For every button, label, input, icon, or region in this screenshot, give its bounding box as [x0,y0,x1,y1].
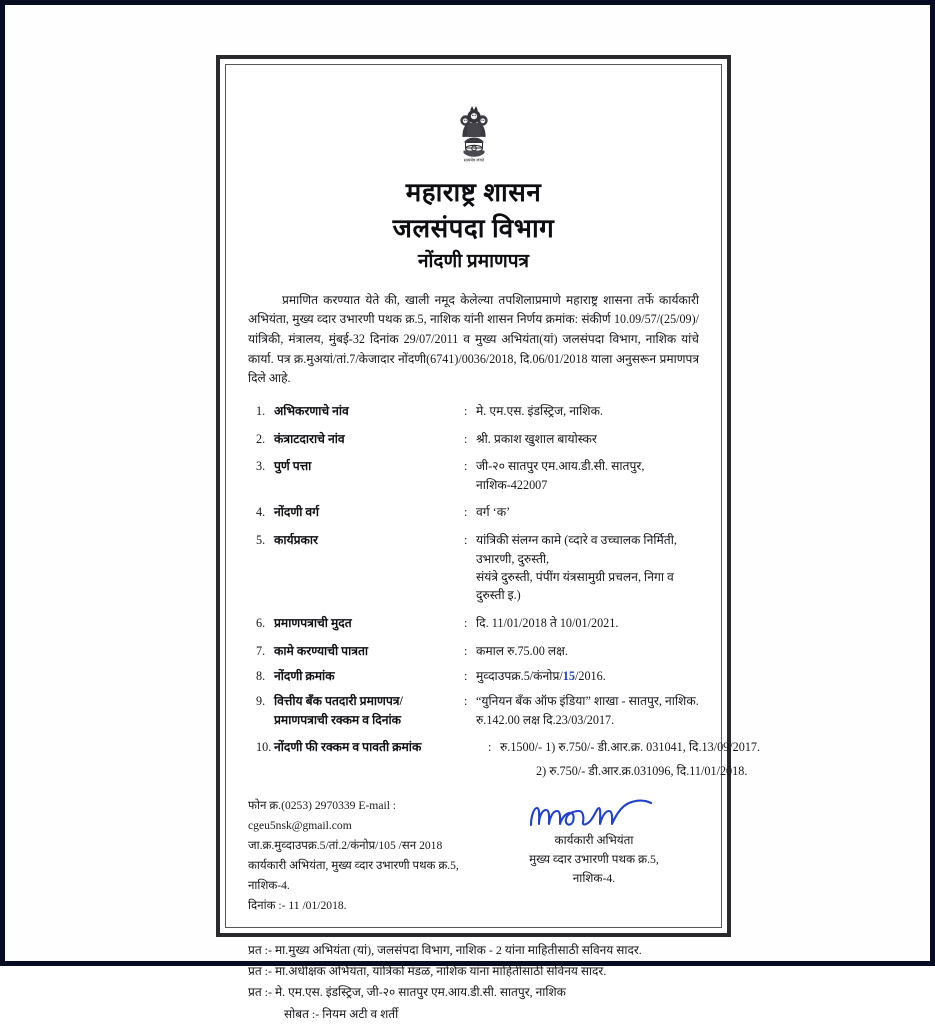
detail-value: वर्ग ‘क’ [476,505,511,520]
footer-outward-no: जा.क्र.मुव्दाउपक्र.5/तां.2/कंनोप्र/105 /सन 2018 [248,838,443,852]
detail-label: कार्यप्रकार [274,533,319,548]
distribution-item: प्रत :- मा.अधीक्षक अभियंता, यांत्रिको मंडळ, नाशिक यांना माहितीसाठी सविनय सादर. [248,964,607,979]
detail-colon: : [464,431,468,446]
detail-number: 4. [256,505,266,520]
heading-department: जलसंपदा विभाग [392,213,555,243]
detail-colon: : [464,615,468,630]
detail-number: 10. [256,740,272,755]
detail-value: दि. 11/01/2018 ते 10/01/2021. [476,615,619,630]
certificate-border-outer [216,55,761,1021]
detail-colon: : [464,403,468,418]
heading-certificate: नोंदणी प्रमाणपत्र [417,251,530,273]
detail-colon: : [464,669,468,684]
detail-label-line1: वित्तीय बँक पतदारी प्रमाणपत्र/ [274,694,403,709]
detail-value-line1: “युनियन बँक ऑफ इंडिया” शाखा - सातपुर, नाशिक. [476,694,699,709]
details-list [248,402,761,780]
footer-date: दिनांक :- 11 /01/2018. [248,898,347,912]
detail-value-line2: 2) रु.750/- डी.आर.क्र.031096, दि.11/01/2018. [536,763,748,778]
detail-value-line2: संयंत्रे दुरुस्ती, पंपींग यंत्रसामुग्री प्रचलन, निगा व दुरुस्ती इ.) [476,569,674,603]
distribution-item: प्रत :- मे. एम.एस. इंडस्ट्रिज, जी-२० सातपुर एम.आय.डी.सी. सातपुर, नाशिक [248,985,566,1000]
detail-colon: : [464,459,468,474]
distribution-list [248,940,699,1025]
emblem-motto: सत्यमेव जयते [463,157,484,163]
detail-number: 1. [256,403,266,418]
detail-number: 3. [256,459,266,474]
detail-row-6 [248,614,699,632]
footer-block [248,796,699,916]
registration-no-suffix: /2016. [574,669,606,684]
detail-number: 8. [256,669,266,684]
registration-no-handwritten: 15 [562,669,575,684]
detail-label: नोंदणी वर्ग [274,505,320,520]
footer-phone-email: फोन क्र.(0253) 2970339 E-mail : cgeu5nsk@gmail.com [248,799,397,832]
detail-number: 5. [256,533,266,548]
detail-colon: : [464,694,468,709]
emblem-container [248,79,699,167]
heading-government: महाराष्ट्र शासन [405,178,542,207]
detail-number: 9. [256,694,266,709]
detail-value: जी-२० सातपुर एम.आय.डी.सी. सातपुर, नाशिक-422007 [476,459,645,492]
signatory-designation-1: कार्यकारी अभियंता [554,833,634,848]
heading-block [248,177,699,276]
detail-value-line1: रु.1500/- 1) रु.750/- डी.आर.क्र. 031041, दि.13/09/2017. [500,740,761,755]
signatory-designation-3: नाशिक-4. [572,870,616,885]
detail-value [476,692,699,729]
detail-colon: : [464,643,468,658]
detail-label: पुर्ण पत्ता [274,459,312,474]
detail-row-5 [248,531,699,604]
detail-row-9 [248,692,699,729]
detail-row-4 [248,503,699,521]
detail-row-2 [248,430,699,448]
detail-row-3 [248,457,699,494]
distribution-item: प्रत :- मा.मुख्य अभियंता (यां), जलसंपदा विभाग, नाशिक - 2 यांना माहितीसाठी सविनय सादर. [248,942,642,957]
detail-row-8 [248,667,699,685]
detail-label: प्रमाणपत्राची मुदत [274,615,352,630]
detail-number: 6. [256,615,266,630]
detail-row-10 [248,738,761,780]
detail-colon: : [464,533,468,548]
detail-value [476,531,699,604]
footer-office-details [248,796,489,916]
detail-label: नोंदणी क्रमांक [274,669,335,684]
detail-number: 7. [256,643,266,658]
detail-colon: : [464,505,468,520]
detail-label: कामे करण्याची पात्रता [274,643,369,658]
attachment-note: सोबत :- नियम अटी व शर्ती [284,1006,399,1021]
detail-label [274,692,464,729]
detail-label: नोंदणी फी रक्कम व पावती क्रमांक [274,740,422,755]
detail-value: मे. एम.एस. इंडस्ट्रिज, नाशिक. [476,403,603,418]
detail-value [476,667,699,685]
detail-value-line1: यांत्रिकी संलग्न कामे (व्दारे व उच्चालक निर्मिती, उभारणी, दुरुस्ती, [476,533,677,566]
detail-value: श्री. प्रकाश खुशाल बायोस्कर [476,431,597,446]
detail-value [500,738,760,780]
certificate-border-inner [225,64,761,1021]
national-emblem-icon [452,103,496,163]
preamble-paragraph: प्रमाणित करण्यात येते की, खाली नमूद केलेल्या तपशिलाप्रमाणे महाराष्ट्र शासना तर्फे कार्यकारी अभियंता, मुख्य व्दार उभारणी पथक क्र.5, नाशिक यांनी शासन निर्णय क्रमांक: संकीर्ण 10.09/57/(25/09)/यांत्रिकी, मंत्रालय, मुंबई-32 दिनांक 29/07/2011 व मुख्य अभियंता(यां) जलसंपदा विभाग, नाशिक यांचे कार्या. पत्र क्र.मुअयां/तां.7/केजादार नोंदणी(6741)/0036/2018, दि.06/01/2018 याला अनुसरून प्रमाणपत्र दिले आहे. [248,292,699,386]
detail-row-1 [248,402,699,420]
footer-designation: कार्यकारी अभियंता, मुख्य व्दार उभारणी पथक क्र.5, नाशिक-4. [248,858,459,892]
detail-row-7 [248,642,699,660]
registration-no-prefix: मुव्दाउपक्र.5/कंनोप्र/ [476,669,563,684]
detail-colon: : [488,740,492,755]
signatory-designation-2: मुख्य व्दार उभारणी पथक क्र.5, [529,851,659,866]
detail-number: 2. [256,431,266,446]
signature-block [489,796,699,888]
detail-value: कमाल रु.75.00 लक्ष. [476,643,568,658]
detail-value-line2: रु.142.00 लक्ष दि.23/03/2017. [476,712,615,727]
detail-label: कंत्राटदाराचे नांव [274,431,345,446]
signature-icon [489,798,699,830]
detail-label: अभिकरणाचे नांव [274,403,349,418]
detail-label-line2: प्रमाणपत्राची रक्कम व दिनांक [274,712,401,727]
